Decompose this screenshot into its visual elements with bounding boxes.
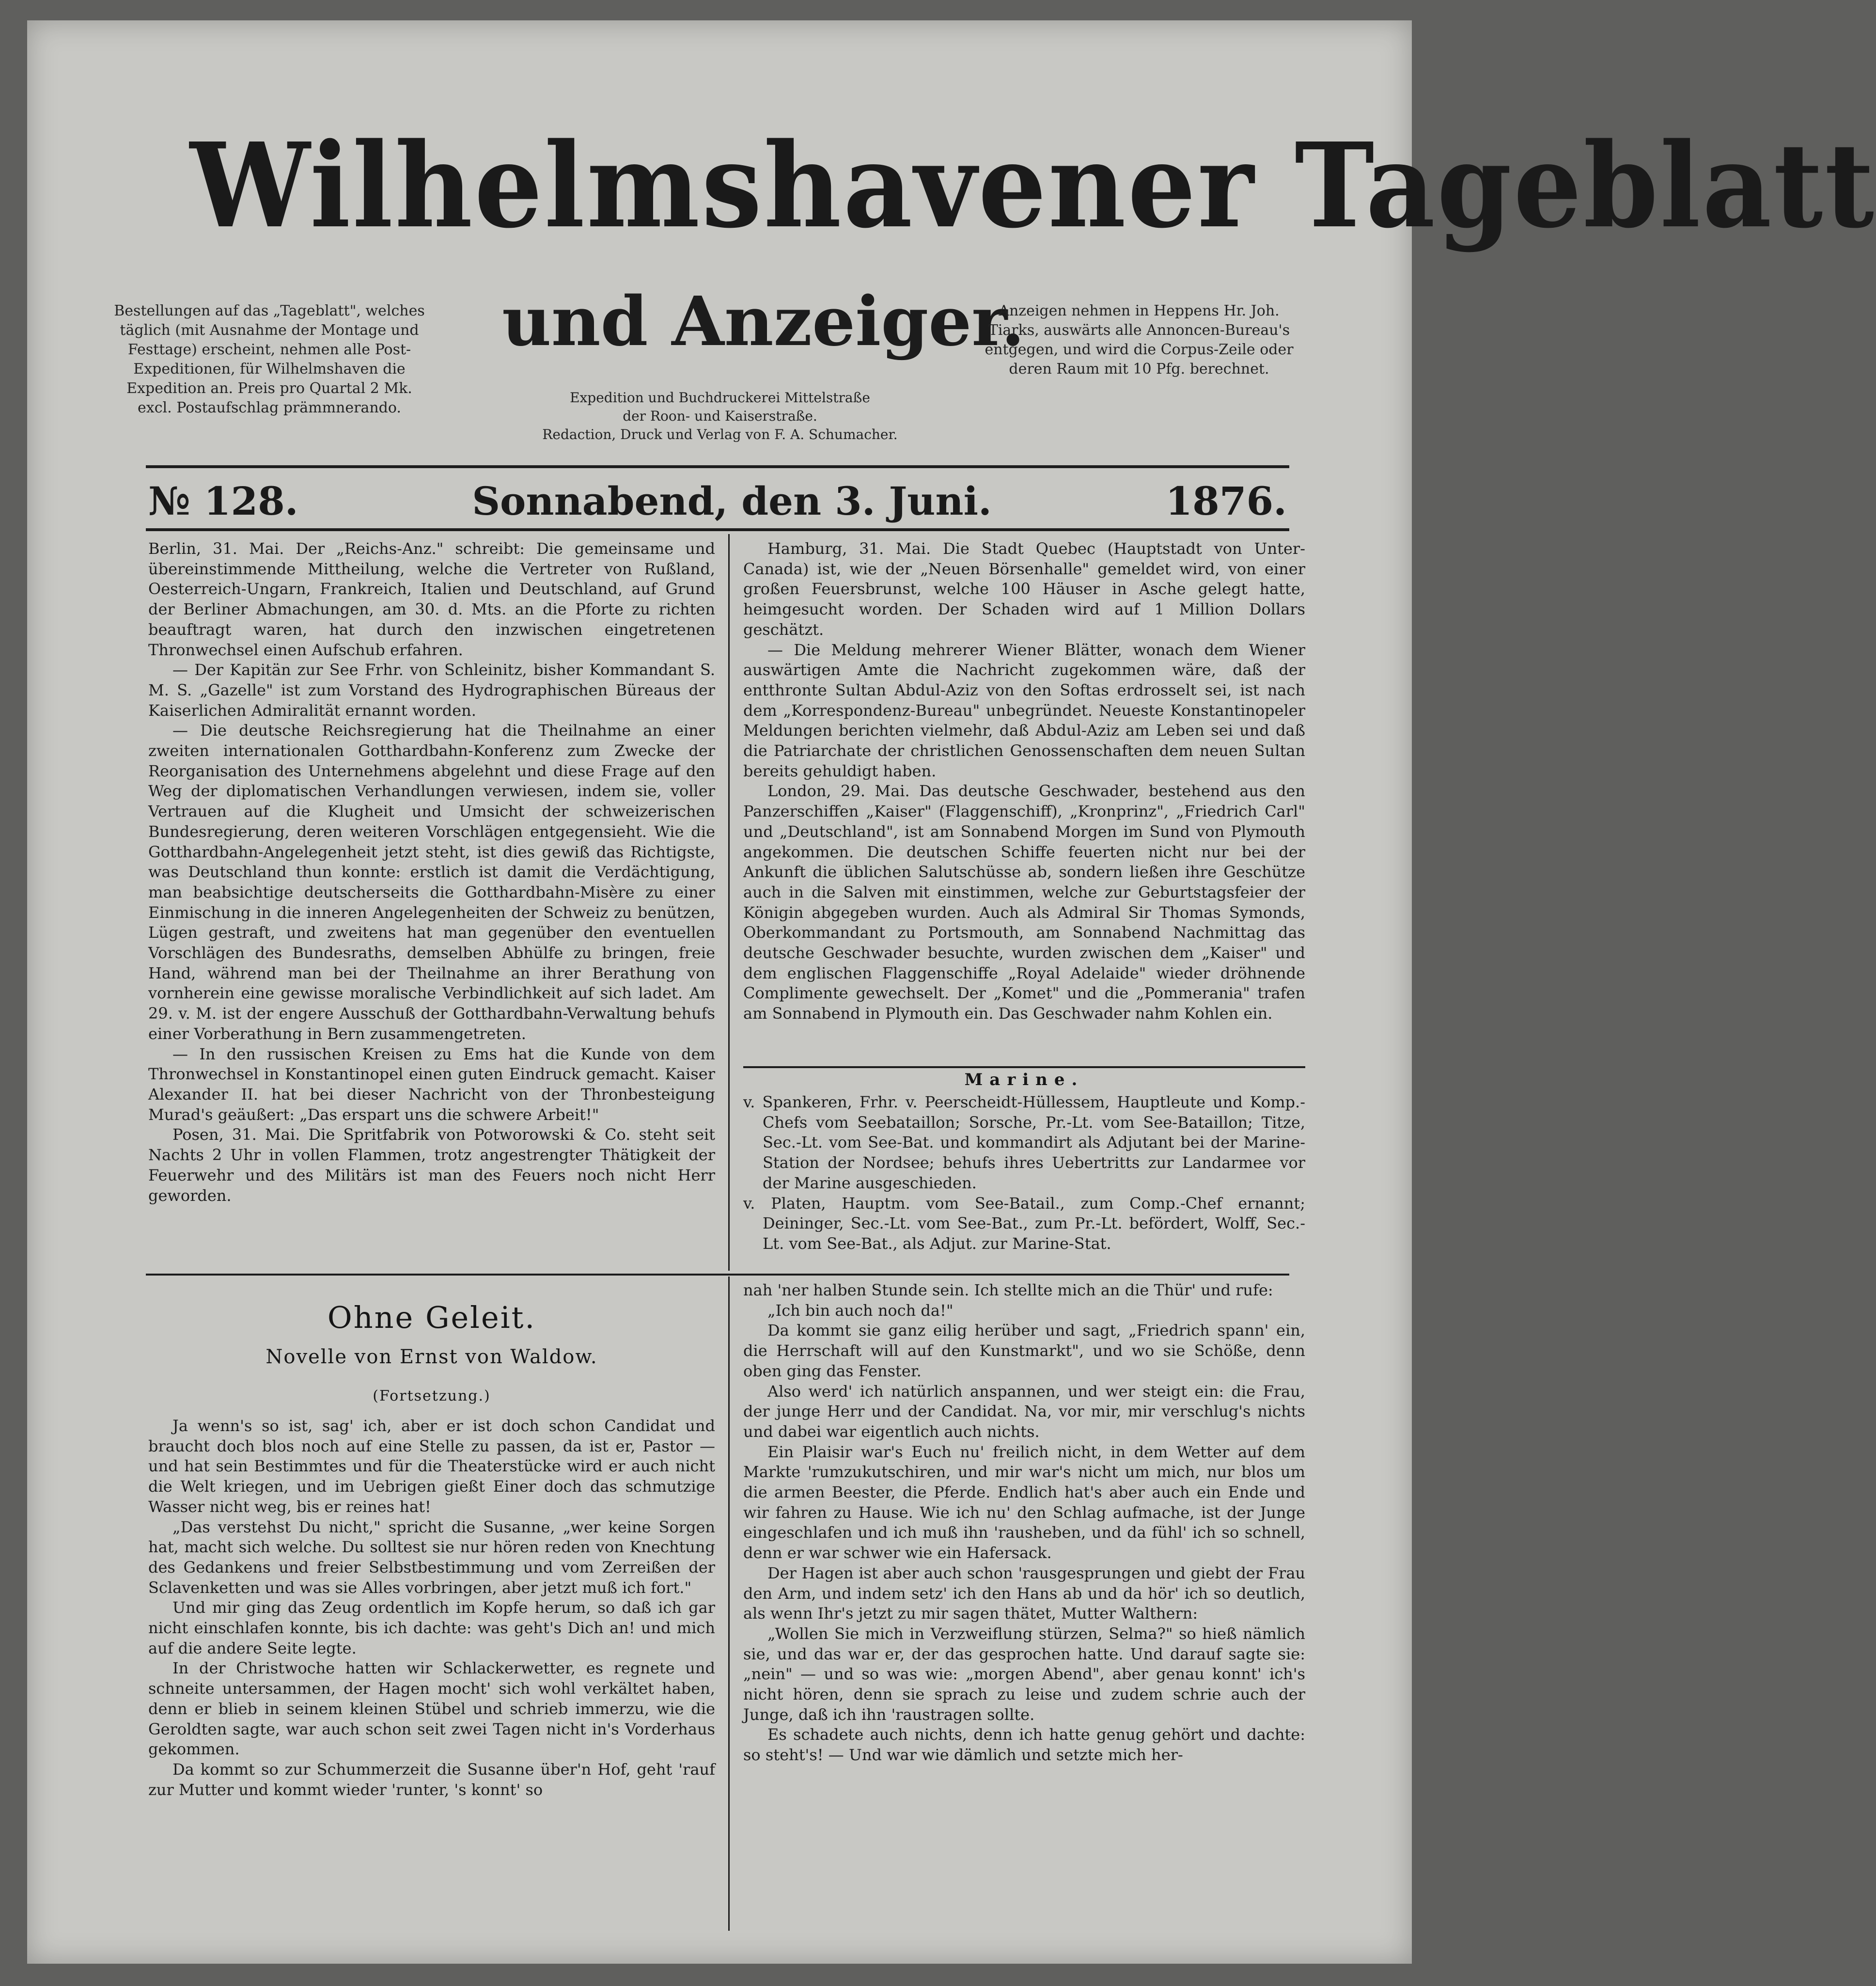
news-column-left [148,539,715,1206]
news-wien: — Die Meldung mehrerer Wiener Blätter, wonach dem Wiener auswärtigen Amte die Nachricht zugekommen wäre, daß der entthronte Sultan Abdul-Aziz von den Softas erdrosselt sei, ist nach dem „Korrespondenz-Bureau" unbegründet. Neueste Konstantinopeler Meldungen berichten vielmehr, daß Abdul-Aziz am Leben sei und daß die Patriarchate der christlichen Genossenschaften dem neuen Sultan bereits gehuldigt haben. [743,640,1305,780]
story-paragraph: „Wollen Sie mich in Verzweiflung stürzen, Selma?" so hieß nämlich sie, und das war er, der das gesprochen hatte. Und darauf sagte sie: „nein" — und so was wie: „morgen Abend", aber genau konnt' ich's nicht hören, denn sie sprach zu leise und zudem schrie auch der Junge, daß ich ihn 'raustragen sollte. [743,1624,1305,1724]
news-posen: Posen, 31. Mai. Die Spritfabrik von Potworowski & Co. steht seit Nachts 2 Uhr in vollen Flammen, trotz angestrengter Thätigkeit der Feuerwehr und des Militärs ist man des Feuers noch nicht Herr geworden. [148,1125,715,1205]
marine-heading: Marine. [964,1070,1084,1089]
story-header [148,1300,715,1404]
newspaper-page [27,20,1876,1964]
story-paragraph: Ja wenn's so ist, sag' ich, aber er ist doch schon Candidat und braucht doch blos noch auf eine Stelle zu passen, da ist er, Pastor — und hat sein Bestimmtes und für die Theaterstücke wird er auch nicht die Welt kriegen, und im Uebrigen gießt Einer doch das schmutzige Wasser nicht weg, bis er reines hat! [148,1417,715,1516]
news-ems: — In den russischen Kreisen zu Ems hat die Kunde von dem Thronwechsel in Konstantinopel einen guten Eindruck gemacht. Kaiser Alexander II. hat bei dieser Nachricht von der Thronbesteigung Murad's geäußert: „Das erspart uns die schwere Arbeit!" [148,1044,715,1124]
issue-number: № 128. [148,478,298,524]
news-column-right [743,539,1305,1024]
story-paragraph: Es schadete auch nichts, denn ich hatte genug gehört und dachte: so steht's! — Und war wie dämlich und setzte mich her- [743,1725,1305,1765]
column-rule-upper [728,534,730,1271]
imprint-line3: Redaction, Druck und Verlag von F. A. Schumacher. [542,426,898,442]
story-paragraph: Der Hagen ist aber auch schon 'rausgesprungen und giebt der Frau den Arm, und indem setz' ich den Hans ab und da hör' ich so deutlich, als wenn Ihr's jetzt zu mir sagen thätet, Mutter Walthern: [743,1563,1305,1623]
issue-date: Sonnabend, den 3. Juni. [472,478,992,524]
news-gotthardbahn: — Die deutsche Reichsregierung hat die Theilnahme an einer zweiten internationalen Gotthardbahn-Konferenz zum Zwecke der Reorganisation des Unternehmens abgelehnt und diese Frage auf den Weg der diplomatischen Verhandlungen verwiesen, indem sie, voller Vertrauen auf die Klugheit und Umsicht der schweizerischen Bundesregierung, deren weiteren Vorschlägen entgegensieht. Wie die Gotthardbahn-Angelegenheit jetzt steht, ist dies gewiß das Richtigste, was Deutschland thun konnte: erstlich ist damit die Verdächtigung, man beabsichtige deutscherseits die Gotthardbahn-Misère zu einer Einmischung in die inneren Angelegenheiten der Schweiz zu benützen, Lügen gestraft, und zweitens hat man gegenüber den eventuellen Vorschlägen des Bundesraths, demselben Abhülfe zu bringen, freie Hand, während man bei der Theilnahme an ihrer Berathung von vornherein eine gewisse moralische Verbindlichkeit auf sich ladet. Am 29. v. M. ist der engere Ausschuß der Gotthardbahn-Verwaltung behufs einer Vorberathung in Bern zusammengetreten. [148,721,715,1043]
advertising-box: Anzeigen nehmen in Heppens Hr. Joh. Tiarks, auswärts alle Annoncen-Bureau's entgegen, und wird die Corpus-Zeile oder deren Raum mit 10 Pfg. berechnet. [985,302,1294,378]
marine-rule [743,1066,1305,1068]
subscription-box: Bestellungen auf das „Tageblatt", welches täglich (mit Ausnahme der Montage und Festtage) erscheint, nehmen alle Post-Expeditionen, für Wilhelmshaven die Expedition an. Preis pro Quartal 2 Mk. excl. Postaufschlag prämmnerando. [114,302,425,416]
story-paragraph: nah 'ner halben Stunde sein. Ich stellte mich an die Thür' und rufe: [743,1281,1273,1299]
news-london: London, 29. Mai. Das deutsche Geschwader, bestehend aus den Panzerschiffen „Kaiser" (Flaggenschiff), „Kronprinz", „Friedrich Carl" und „Deutschland", ist am Sonnabend Morgen im Sund von Plymouth angekommen. Die deutschen Schiffe feuerten nicht nur bei der Ankunft die üblichen Salutschüsse ab, sondern ließen ihre Geschütze auch in die Salven mit einstimmen, welche zur Geburtstagsfeier der Königin abgegeben wurden. Auch als Admiral Sir Thomas Symonds, Oberkommandant zu Portsmouth, am Sonnabend Nachmittag das deutsche Geschwader besuchte, wurden zwischen dem „Kaiser" und dem englischen Flaggenschiffe „Royal Adelaide" wieder dröhnende Complimente gewechselt. Der „Komet" und die „Pommerania" trafen am Sonnabend in Plymouth ein. Das Geschwader nahm Kohlen ein. [743,782,1305,1023]
marine-item: v. Platen, Hauptm. vom See-Batail., zum Comp.-Chef ernannt; Deininger, Sec.-Lt. vom See-Bat., zum Pr.-Lt. befördert, Wolff, Sec.-Lt. vom See-Bat., als Adjut. zur Marine-Stat. [743,1194,1305,1253]
story-column-left [148,1416,715,1800]
story-paragraph: In der Christwoche hatten wir Schlackerwetter, es regnete und schneite untersammen, der Hagen mocht' sich wohl verkältet haben, denn er blieb in seinem kleinen Stübel und schrieb immerzu, wie die Geroldten sagte, war auch schon seit zwei Tagen nicht in's Vorderhaus gekommen. [148,1659,715,1759]
story-paragraph: Da kommt so zur Schummerzeit die Susanne über'n Hof, geht 'rauf zur Mutter und kommt wieder 'runter, 's konnt' so [148,1760,715,1799]
dateline [148,478,1287,527]
news-hamburg: Hamburg, 31. Mai. Die Stadt Quebec (Hauptstadt von Unter-Canada) ist, wie der „Neuen Börsenhalle" gemeldet wird, von einer großen Feuersbrunst, welche 100 Häuser in Asche gelegt hatte, heimgesucht worden. Der Schaden wird auf 1 Million Dollars geschätzt. [743,539,1305,639]
issue-year: 1876. [1165,478,1287,524]
story-paragraph: „Ich bin auch noch da!" [767,1301,954,1320]
story-paragraph: Also werd' ich natürlich anspannen, und wer steigt ein: die Frau, der junge Herr und der Candidat. Na, vor mir, mir verschlug's nichts und dabei war eigentlich auch nichts. [743,1382,1305,1441]
story-subtitle: Novelle von Ernst von Waldow. [266,1346,598,1368]
masthead-subtitle: und Anzeiger. [502,282,1025,362]
story-paragraph: Ein Plaisir war's Euch nu' freilich nicht, in dem Wetter auf dem Markte 'rumzukutschiren, und mir war's nicht um mich, nur blos um die armen Beester, die Pferde. Endlich hat's aber auch ein Ende und wir fahren zu Hause. Wie ich nu' den Schlag aufmache, ist der Junge eingeschlafen und ich muß ihn 'rausheben, und da fühl' ich so schnell, denn er war schwer wie ein Hafersack. [743,1442,1305,1562]
story-title: Ohne Geleit. [327,1300,536,1335]
story-continuation: (Fortsetzung.) [373,1387,491,1404]
marine-section [743,1092,1305,1254]
story-paragraph: Da kommt sie ganz eilig herüber und sagt, „Friedrich spann' ein, die Herrschaft will auf den Kunstmarkt", und wo sie Schöße, denn oben ging das Fenster. [743,1321,1305,1380]
imprint-line2: der Roon- und Kaiserstraße. [623,408,817,424]
imprint [487,389,953,444]
story-paragraph: „Das verstehst Du nicht," spricht die Susanne, „wer keine Sorgen hat, macht sich welche. Du solltest sie nur hören reden von Knechtung des Gedankens und freier Selbstbestimmung und vom Zerreißen der Sclavenketten und was sie Alles vorbringen, aber jetzt muß ich fort." [148,1517,715,1597]
header-rule-top [146,465,1289,468]
header-rule-bottom [146,528,1289,531]
news-schleinitz: — Der Kapitän zur See Frhr. von Schleinitz, bisher Kommandant S. M. S. „Gazelle" ist zum Vorstand des Hydrographischen Büreaus der Kaiserlichen Admiralität ernannt worden. [148,661,715,720]
story-column-right [743,1280,1305,1765]
imprint-line1: Expedition und Buchdruckerei Mittelstraße [570,390,870,406]
news-berlin: Berlin, 31. Mai. Der „Reichs-Anz." schreibt: Die gemeinsame und übereinstimmende Mittheilung, welche die Vertreter von Rußland, Oesterreich-Ungarn, Frankreich, Italien und Deutschland, auf Grund der Berliner Abmachungen, am 30. d. Mts. an die Pforte zu richten beauftragt waren, hat durch den inzwischen eingetretenen Thronwechsel einen Aufschub erfahren. [148,539,715,659]
story-paragraph: Und mir ging das Zeug ordentlich im Kopfe herum, so daß ich gar nicht einschlafen konnte, bis ich dachte: was geht's Dich an! und mich auf die andere Seite legte. [148,1598,715,1657]
column-rule-lower [728,1277,730,1931]
masthead-title: Wilhelmshavener Tageblatt [190,117,1876,254]
marine-item: v. Spankeren, Frhr. v. Peerscheidt-Hüllessem, Hauptleute und Komp.-Chefs vom Seebataillon; Sorsche, Pr.-Lt. vom See-Bataillon; Titze, Sec.-Lt. vom See-Bat. und kommandirt als Adjutant bei der Marine-Station der Nordsee; behufs ihres Uebertritts zur Landarmee vor der Marine ausgeschieden. [743,1093,1305,1192]
section-rule [146,1274,1289,1276]
